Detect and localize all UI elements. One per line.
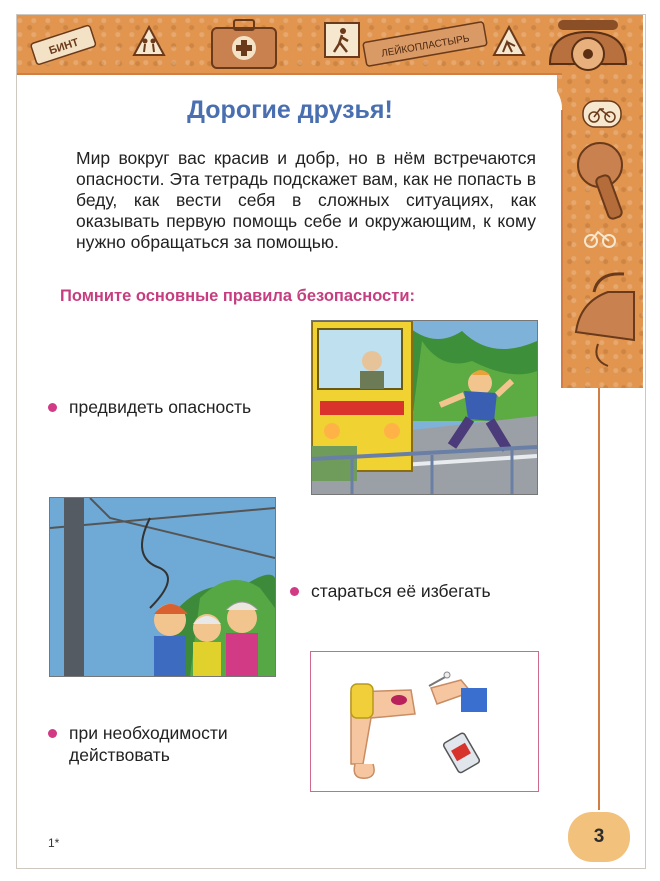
children-crossing-sign-icon: [132, 24, 166, 58]
svg-text:БИНТ: БИНТ: [47, 36, 81, 58]
intro-paragraph: Мир вокруг вас красив и добр, но в нём встречаются опасности. Эта тетрадь подскажет вам, как не попасть в беду, как вести себя в сложных ситуациях, как оказывать первую помощь себе и окружающим, к кому нужно обращаться за помощью.: [76, 148, 536, 252]
rule-text: предвидеть опасность: [69, 397, 252, 417]
bullet-dot: [48, 403, 57, 412]
iron-icon: [568, 262, 642, 372]
footnote-mark: 1*: [48, 836, 60, 850]
bullet-dot: [48, 729, 57, 738]
panel-border-top: [17, 73, 562, 75]
bullet-dot: [290, 587, 299, 596]
pedestrian-sign-icon: [322, 20, 362, 60]
rule-item: [290, 580, 491, 602]
rule-item: [48, 722, 288, 766]
illustration-first-aid-arm: [310, 651, 539, 792]
bandage-strip-icon: [360, 20, 490, 68]
illustration-boy-and-bus: [311, 320, 538, 495]
svg-text:ЛЕЙКОПЛАСТЫРЬ: ЛЕЙКОПЛАСТЫРЬ: [380, 33, 471, 60]
rule-text: стараться её избегать: [311, 581, 491, 601]
rule-text: при необходимости действовать: [69, 723, 228, 765]
panel-border-right: [561, 110, 563, 388]
page-number: 3: [593, 826, 605, 847]
page-title: Дорогие друзья!: [187, 96, 393, 124]
illustration-children-wire: [49, 497, 276, 677]
rule-item: [48, 396, 251, 418]
page-number-badge: [568, 812, 630, 862]
bicycle-sign-small-icon: [580, 225, 620, 251]
bicycle-sign-icon: [582, 100, 622, 128]
rotary-phone-icon: [540, 14, 636, 86]
bandage-icon: [28, 22, 98, 67]
page-edge-line: [598, 388, 600, 810]
rules-heading: Помните основные правила безопасности:: [60, 287, 415, 305]
first-aid-kit-icon: [208, 16, 280, 72]
hair-dryer-icon: [572, 135, 638, 225]
children-sign-icon: [492, 24, 526, 58]
